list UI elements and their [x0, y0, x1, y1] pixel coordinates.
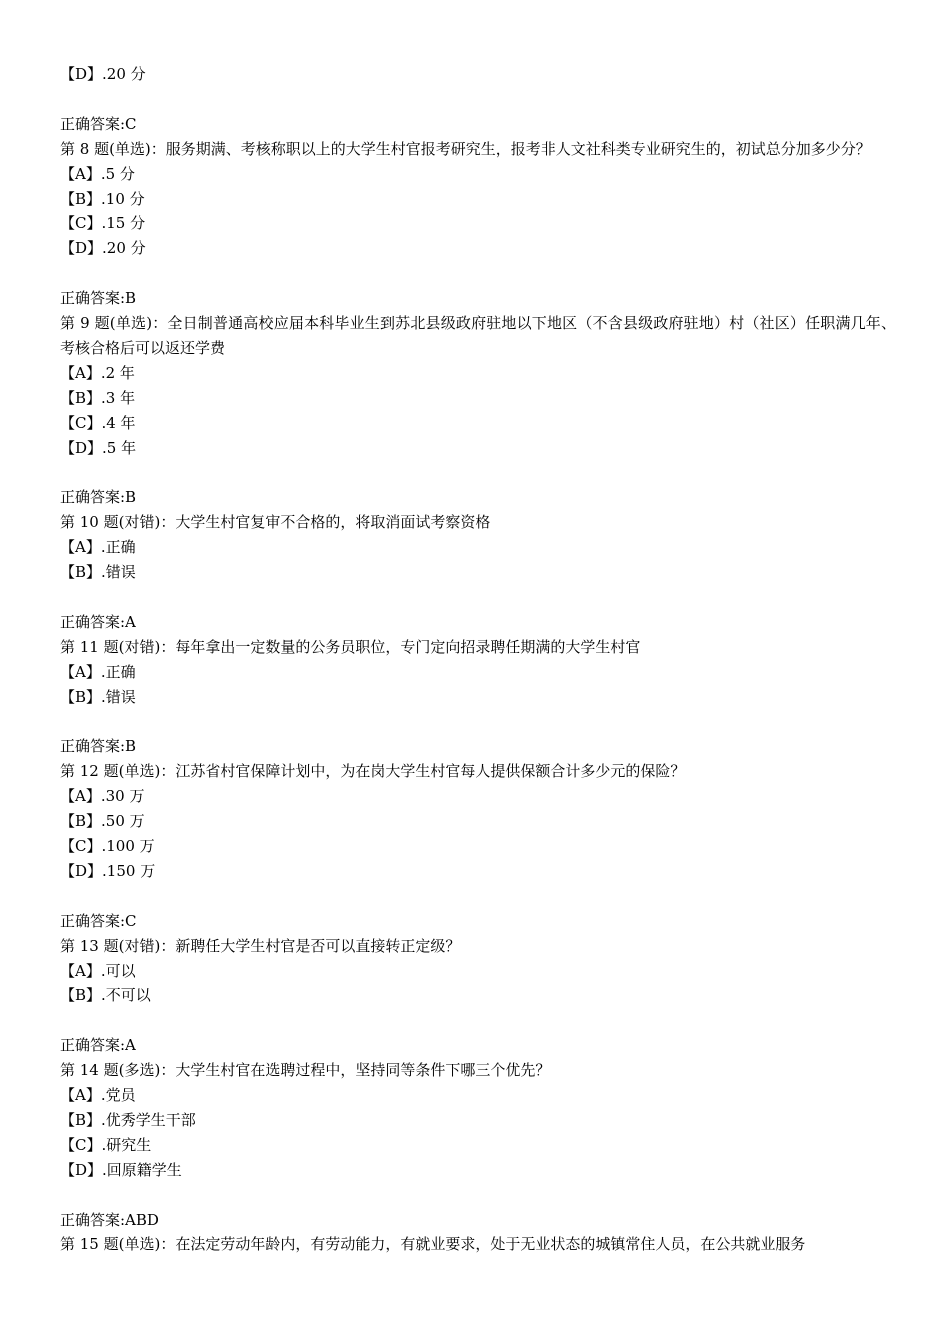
question-list — [60, 112, 896, 1258]
correct-answer: 正确答案:ABD — [60, 1210, 159, 1229]
correct-answer: 正确答案:B — [60, 289, 137, 308]
question-text: 第 8 题(单选)：服务期满、考核称职以上的大学生村官报考研究生，报考非人文社科类专业研究生的，初试总分加多少分？ — [60, 139, 871, 158]
option-line: 【A】.正确 — [60, 662, 136, 681]
option-line: 【D】.5 年 — [60, 438, 137, 457]
question-text: 第 14 题(多选)：大学生村官在选聘过程中，坚持同等条件下哪三个优先？ — [60, 1061, 551, 1080]
question-block — [60, 1208, 896, 1258]
question-block — [60, 286, 896, 485]
option-line: 【D】.20 分 — [60, 65, 146, 83]
correct-answer: 正确答案:A — [60, 612, 136, 631]
option-line: 【C】.15 分 — [60, 214, 146, 233]
document-page — [60, 62, 896, 1257]
question-text: 第 10 题(对错)：大学生村官复审不合格的，将取消面试考察资格 — [60, 513, 491, 532]
blank-line — [60, 710, 896, 735]
option-line: 【B】.错误 — [60, 687, 136, 706]
option-line: 【B】.错误 — [60, 563, 136, 582]
option-line: 【C】.4 年 — [60, 413, 136, 432]
question-block — [60, 1033, 896, 1207]
blank-line — [60, 884, 896, 909]
question-block — [60, 610, 896, 735]
correct-answer: 正确答案:B — [60, 488, 137, 507]
option-line: 【B】.50 万 — [60, 812, 145, 831]
option-line: 【A】.5 分 — [60, 164, 135, 183]
option-line: 【A】.2 年 — [60, 363, 135, 382]
question-block — [60, 485, 896, 610]
correct-answer: 正确答案:A — [60, 1036, 136, 1055]
blank-line — [60, 1008, 896, 1033]
option-line: 【B】.不可以 — [60, 986, 151, 1005]
option-line: 【A】.30 万 — [60, 787, 145, 806]
question-text: 第 13 题(对错)：新聘任大学生村官是否可以直接转正定级？ — [60, 936, 461, 955]
option-line: 【B】.3 年 — [60, 388, 136, 407]
question-block — [60, 909, 896, 1034]
option-line: 【B】.10 分 — [60, 189, 145, 208]
option-line: 【C】.100 万 — [60, 837, 155, 856]
blank-line — [60, 585, 896, 610]
correct-answer: 正确答案:C — [60, 911, 137, 930]
blank-line — [60, 460, 896, 485]
option-line: 【D】.20 分 — [60, 239, 146, 258]
blank-line — [60, 87, 896, 112]
correct-answer: 正确答案:B — [60, 737, 137, 756]
option-line: 【C】.研究生 — [60, 1135, 152, 1154]
question-block — [60, 112, 896, 286]
blank-line — [60, 261, 896, 286]
option-line: 【D】.回原籍学生 — [60, 1160, 182, 1179]
question-block — [60, 734, 896, 908]
option-line: 【A】.正确 — [60, 538, 136, 557]
correct-answer: 正确答案:C — [60, 114, 137, 133]
question-text: 第 9 题(单选)：全日制普通高校应届本科毕业生到苏北县级政府驻地以下地区（不含县级政府驻地）村（社区）任职满几年、考核合格后可以返还学费 — [60, 314, 896, 357]
option-line: 【D】.150 万 — [60, 861, 156, 880]
option-line: 【B】.优秀学生干部 — [60, 1110, 196, 1129]
option-line: 【A】.党员 — [60, 1086, 136, 1105]
question-text: 第 15 题(单选)：在法定劳动年龄内，有劳动能力，有就业要求，处于无业状态的城镇常住人员，在公共就业服务 — [60, 1235, 806, 1254]
blank-line — [60, 1183, 896, 1208]
question-text: 第 12 题(单选)：江苏省村官保障计划中，为在岗大学生村官每人提供保额合计多少元的保险？ — [60, 762, 686, 781]
option-line: 【A】.可以 — [60, 961, 136, 980]
question-text: 第 11 题(对错)：每年拿出一定数量的公务员职位，专门定向招录聘任期满的大学生村官 — [60, 637, 641, 656]
